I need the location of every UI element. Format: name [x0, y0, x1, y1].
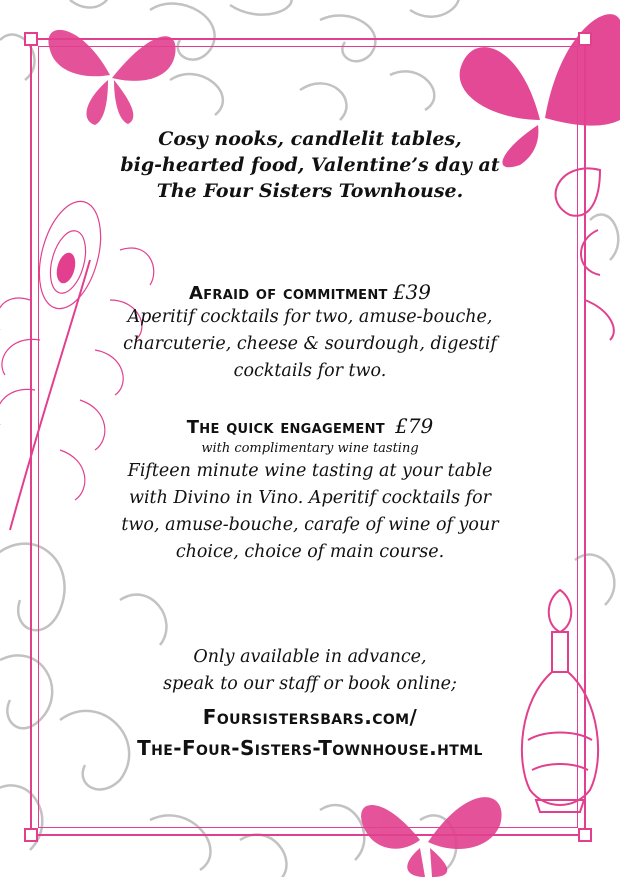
offer-heading [60, 414, 560, 438]
intro-line: The Four Sisters Townhouse. [156, 180, 464, 202]
offer-quick-engagement [60, 414, 560, 566]
description-line: Fifteen minute wine tasting at your table [127, 461, 493, 481]
url-line[interactable]: The-Four-Sisters-Townhouse.html [137, 736, 483, 760]
booking-line: Only available in advance, [193, 647, 427, 667]
offer-title: The quick engagement [186, 417, 385, 438]
intro-line: big-hearted food, Valentine’s day at [120, 154, 500, 176]
booking-url[interactable] [60, 702, 560, 764]
intro-text [60, 126, 560, 204]
description-line: choice, choice of main course. [175, 542, 445, 562]
frame-corner-bottom-left [24, 828, 38, 842]
intro-line: Cosy nooks, candlelit tables, [158, 128, 462, 150]
booking-note [60, 644, 560, 698]
offer-description [60, 304, 560, 385]
description-line: Aperitif cocktails for two, amuse-bouche, [127, 307, 493, 327]
frame-corner-bottom-right [578, 828, 592, 842]
offer-title: Afraid of commitment [189, 283, 388, 304]
description-line: cocktails for two. [233, 361, 387, 381]
description-line: charcuterie, cheese & sourdough, digestif [123, 334, 497, 354]
frame-corner-top-left [24, 32, 38, 46]
offer-price: £79 [395, 414, 434, 438]
offer-description [60, 458, 560, 566]
offer-heading [60, 280, 560, 304]
url-line[interactable]: Foursistersbars.com/ [202, 705, 418, 729]
frame-corner-top-right [578, 32, 592, 46]
offer-note: with complimentary wine tasting [201, 441, 419, 456]
description-line: with Divino in Vino. Aperitif cocktails for [128, 488, 492, 508]
offer-price: £39 [392, 280, 431, 304]
description-line: two, amuse-bouche, carafe of wine of your [121, 515, 499, 535]
offer-afraid-of-commitment [60, 280, 560, 385]
booking-line: speak to our staff or book online; [163, 674, 457, 694]
